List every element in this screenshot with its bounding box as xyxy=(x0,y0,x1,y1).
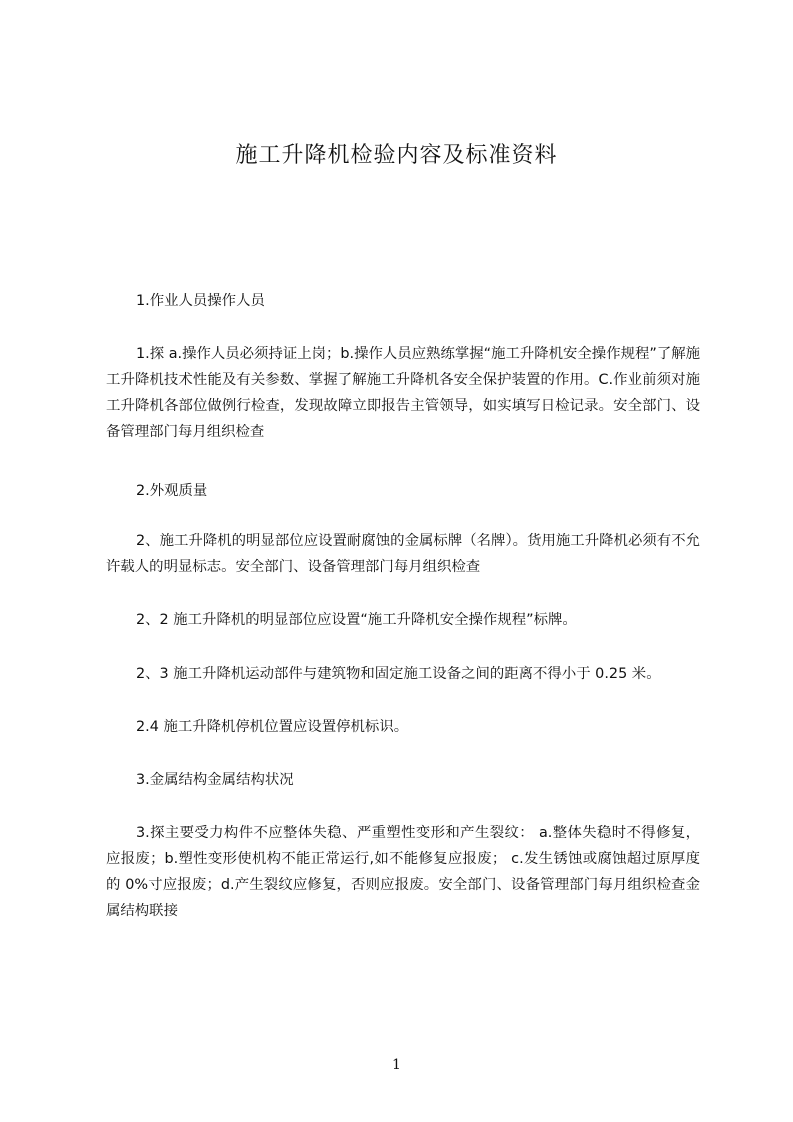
section-heading-3: 3.金属结构金属结构状况 xyxy=(136,772,294,788)
section-heading-2: 2.外观质量 xyxy=(136,483,208,499)
paragraph-operating-rules-sign: 2、2 施工升降机的明显部位应设置“施工升降机安全操作规程”标牌。 xyxy=(136,612,577,628)
paragraph-clearance-distance: 2、3 施工升降机运动部件与建筑物和固定施工设备之间的距离不得小于 0.25 米。 xyxy=(136,666,661,682)
paragraph-parking-sign: 2.4 施工升降机停机位置应设置停机标识。 xyxy=(136,719,409,735)
paragraph-structural-members: 3.探主要受力构件不应整体失稳、严重塑性变形和产生裂纹： a.整体失稳时不得修复，应报废；b.塑性变形使机构不能正常运行,如不能修复应报废； c.发生锈蚀或腐蚀超过原厚度的 0%寸应报废；d.产生裂纹应修复，否则应报废。安全部门、设备管理部门每月组织检查金属结构联接 xyxy=(106,825,700,919)
section-heading-1: 1.作业人员操作人员 xyxy=(136,293,265,309)
paragraph-operator-requirements: 1.探 a.操作人员必须持证上岗；b.操作人员应熟练掌握“施工升降机安全操作规程”了解施工升降机技术性能及有关参数、掌握了解施工升降机各安全保护装置的作用。C.作业前须对施工升降机各部位做例行检查，发现故障立即报告主管领导，如实填写日检记录。安全部门、设备管理部门每月组织检查 xyxy=(106,346,700,440)
document-title: 施工升降机检验内容及标准资料 xyxy=(235,143,558,168)
page-number: 1 xyxy=(392,1057,401,1073)
paragraph-nameplate: 2、施工升降机的明显部位应设置耐腐蚀的金属标牌（名牌）。货用施工升降机必须有不允许载人的明显标志。安全部门、设备管理部门每月组织检查 xyxy=(106,533,700,575)
